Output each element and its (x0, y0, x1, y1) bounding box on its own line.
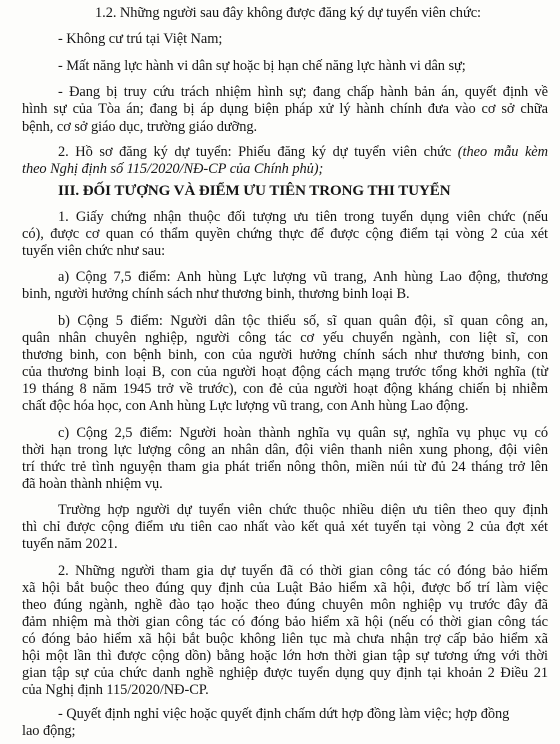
priority-b-line-6: chất độc hóa học, con Anh hùng Lực lượng vũ trang, con Anh hùng Lao động. (22, 398, 469, 414)
priority-c-line-2: thời hạn trong lực lượng công an nhân dân, đội viên thanh niên xung phong, đội viên (22, 441, 548, 458)
priority-c-line-3: trí thức trẻ tình nguyện tham gia phát triển nông thôn, miền núi từ đủ 24 tháng trở lên (22, 458, 548, 475)
dossier-line-2 (22, 160, 323, 178)
priority-1-line-1: 1. Giấy chứng nhận thuộc đối tượng ưu tiên trong tuyển dụng viên chức (nếu (58, 208, 548, 225)
priority-b-line-2: quân nhân chuyên nghiệp, người công tác cơ yếu chuyển ngành, con liệt sĩ, con (22, 329, 548, 346)
insurance-line-6: hội một lần thì được cộng dồn) bằng hoặc lớn hơn thời gian tập sự tương ứng với thời (22, 648, 548, 665)
ineligible-item-2: - Mất năng lực hành vi dân sự hoặc bị hạn chế năng lực hành vi dân sự; (58, 57, 466, 74)
multiple-priority-line-1: Trường hợp người dự tuyển viên chức thuộc nhiều diện ưu tiên theo quy định (58, 502, 548, 519)
priority-1-line-3: tuyển viên chức như sau: (22, 242, 166, 259)
multiple-priority-line-3: tuyển năm 2021. (22, 536, 118, 553)
insurance-line-2: xã hội bắt buộc theo đúng quy định của Luật Bảo hiểm xã hội, được bố trí làm việc (22, 579, 548, 596)
ineligible-item-3-line-3: bệnh, cơ sở giáo dục, trường giáo dưỡng. (22, 118, 258, 135)
priority-a-line-2: binh, người hưởng chính sách như thương binh, thương binh loại B. (22, 286, 410, 303)
ineligible-item-1: - Không cư trú tại Việt Nam; (58, 31, 223, 48)
ineligible-item-3-line-2: hình sự của Tòa án; đang bị áp dụng biện pháp xử lý hành chính đưa vào cơ sở chữa (22, 101, 548, 118)
ineligible-item-3-line-1: - Đang bị truy cứu trách nhiệm hình sự; đang chấp hành bản án, quyết định về (58, 84, 548, 101)
priority-b-line-3: thương binh, con bệnh binh, con của người hưởng chính sách như thương binh, con (22, 346, 548, 363)
dossier-text: 2. Hồ sơ đăng ký dự tuyển: Phiếu đăng ký dự tuyển viên chức (58, 144, 458, 161)
priority-b-line-1: b) Cộng 5 điểm: Người dân tộc thiểu số, sĩ quan quân đội, sĩ quan công an, (58, 312, 548, 329)
insurance-line-4: đảm nhiệm mà thời gian công tác có đóng bảo hiểm xã hội (nếu có thời gian công tác (22, 614, 548, 630)
insurance-line-7: gian tập sự của chức danh nghề nghiệp được tuyển dụng quy định tại khoản 2 Điều 21 (22, 665, 548, 682)
priority-1-line-2: có), được cơ quan có thẩm quyền chứng thực để được cộng điểm tại vòng 2 của xét (22, 225, 548, 242)
insurance-line-3: theo đúng ngành, nghề đào tạo hoặc theo đúng chuyên môn nghiệp vụ trước đây đã (22, 597, 548, 613)
dossier-line-1 (58, 143, 548, 161)
priority-c-line-1: c) Cộng 2,5 điểm: Người hoàn thành nghĩa vụ quân sự, nghĩa vụ phục vụ có (58, 424, 548, 441)
priority-c-line-4: đã hoàn thành nhiệm vụ. (22, 475, 163, 492)
multiple-priority-line-2: thì chỉ được cộng điểm ưu tiên cao nhất vào kết quả xét tuyển tại vòng 2 của đợt xét (22, 519, 548, 536)
decision-line-2: lao động; (22, 723, 76, 739)
decision-line-1: - Quyết định nghỉ việc hoặc quyết định chấm dứt hợp đồng làm việc; hợp đồng (58, 705, 510, 722)
priority-b-line-4: của thương binh loại B, con của người hoạt động cách mạng trước tổng khởi nghĩa (từ (22, 363, 548, 380)
dossier-note: (theo mẫu kèm (457, 144, 548, 161)
insurance-line-8: của Nghị định 115/2020/NĐ-CP. (22, 682, 209, 699)
section-iii-heading: III. ĐỐI TƯỢNG VÀ ĐIỂM ƯU TIÊN TRONG THI TUYỂN (58, 182, 451, 199)
insurance-line-1: 2. Những người tham gia dự tuyển đã có thời gian công tác có đóng bảo hiểm (58, 562, 548, 579)
insurance-line-5: có đóng bảo hiểm xã hội bắt buộc không liên tục mà chưa nhận trợ cấp bảo hiểm xã (22, 631, 548, 648)
dossier-note-cont: theo Nghị định số 115/2020/NĐ-CP của Chính phủ); (22, 161, 324, 178)
priority-b-line-5: 19 tháng 8 năm 1945 trở về trước), con đẻ của người hoạt động kháng chiến bị nhiễm (22, 381, 548, 397)
priority-a-line-1: a) Cộng 7,5 điểm: Anh hùng Lực lượng vũ trang, Anh hùng Lao động, thương (58, 269, 548, 286)
section-1-2-intro: 1.2. Những người sau đây không được đăng ký dự tuyển viên chức: (95, 4, 481, 21)
